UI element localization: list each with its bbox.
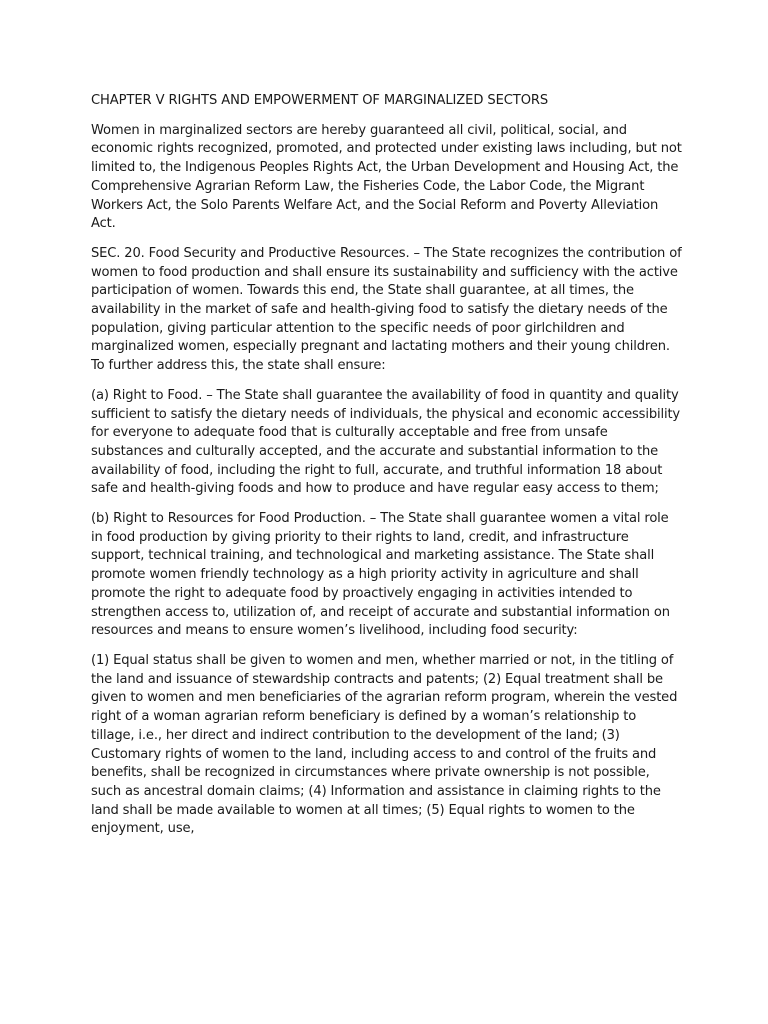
paragraph-sec-20: SEC. 20. Food Security and Productive Resources. – The State recognizes the contribution of women to food production and shall ensure its sustainability and sufficiency with the active participation of women. Towards this end, the State shall guarantee, at all times, the availability in the market of safe and health-giving food to satisfy the dietary needs of the population, giving particular attention to the specific needs of poor girlchildren and marginalized women, especially pregnant and lactating mothers and their young children. To further address this, the state shall ensure:	[91, 245, 682, 374]
chapter-heading: CHAPTER V RIGHTS AND EMPOWERMENT OF MARGINALIZED SECTORS	[91, 93, 549, 108]
document-page	[91, 92, 683, 850]
paragraph-right-to-resources: (b) Right to Resources for Food Production. – The State shall guarantee women a vital role in food production by giving priority to their rights to land, credit, and infrastructure support, technical training, and technological and marketing assistance. The State shall promote women friendly technology as a high priority activity in agriculture and shall promote the right to adequate food by proactively engaging in activities intended to strengthen access to, utilization of, and receipt of accurate and substantial information on resources and means to ensure women’s livelihood, including food security:	[91, 511, 670, 639]
paragraph-right-to-food: (a) Right to Food. – The State shall guarantee the availability of food in quantity and quality sufficient to satisfy the dietary needs of individuals, the physical and economic accessibility for everyone to adequate food that is culturally acceptable and free from unsafe substances and culturally accepted, and the accurate and substantial information to the availability of food, including the right to full, accurate, and truthful information 18 about safe and health-giving foods and how to produce and have regular easy access to them;	[91, 387, 681, 497]
paragraph-intro: Women in marginalized sectors are hereby guaranteed all civil, political, social, and economic rights recognized, promoted, and protected under existing laws including, but not limited to, the Indigenous Peoples Rights Act, the Urban Development and Housing Act, the Comprehensive Agrarian Reform Law, the Fisheries Code, the Labor Code, the Migrant Workers Act, the Solo Parents Welfare Act, and the Social Reform and Poverty Alleviation Act.	[91, 122, 682, 232]
paragraph-enumerated-rights: (1) Equal status shall be given to women and men, whether married or not, in the titling of the land and issuance of stewardship contracts and patents; (2) Equal treatment shall be given to women and men beneficiaries of the agrarian reform program, wherein the vested right of a woman agrarian reform beneficiary is defined by a woman’s relationship to tillage, i.e., her direct and indirect contribution to the development of the land; (3) Customary rights of women to the land, including access to and control of the fruits and benefits, shall be recognized in circumstances where private ownership is not possible, such as ancestral domain claims; (4) Information and assistance in claiming rights to the land shall be made available to women at all times; (5) Equal rights to women to the enjoyment, use,	[91, 652, 678, 837]
